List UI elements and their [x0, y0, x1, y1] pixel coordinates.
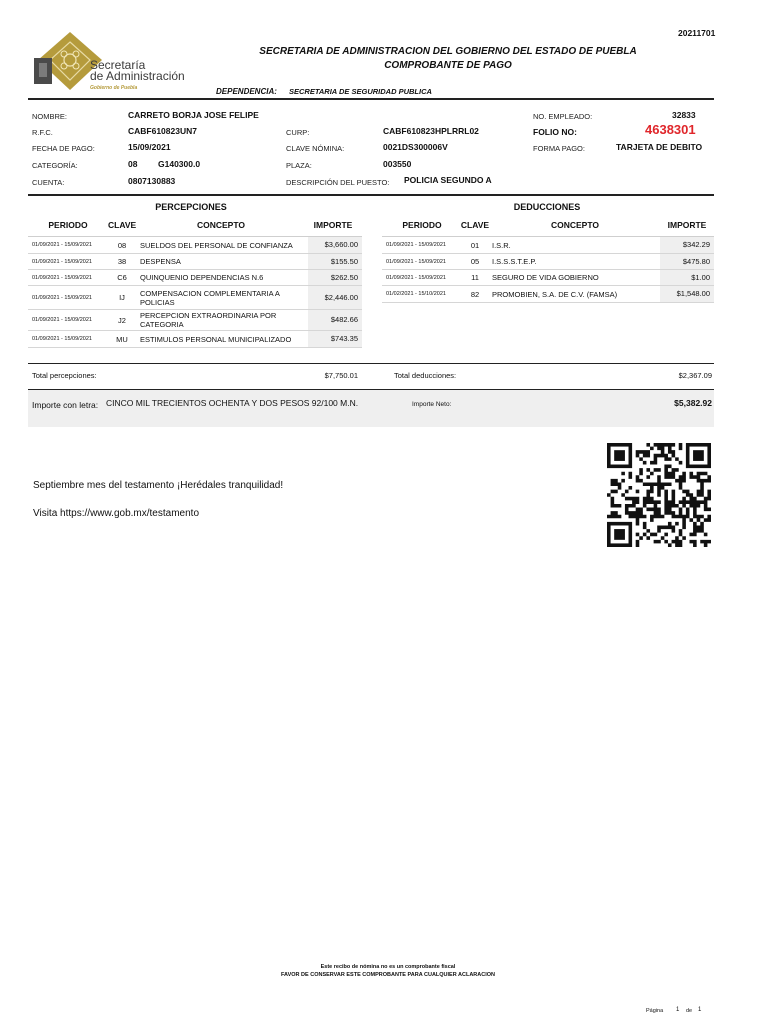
- forma-pago-value: TARJETA DE DEBITO: [616, 142, 703, 152]
- page-label: Página: [646, 1008, 664, 1014]
- row-concepto: PERCEPCION EXTRAORDINARIA POR CATEGORIA: [140, 311, 277, 329]
- deducciones-header-periodo: PERIODO: [402, 220, 442, 230]
- table-row: [28, 270, 362, 286]
- row-importe: $482.66: [308, 310, 362, 330]
- page-number: 1: [676, 1007, 680, 1013]
- row-importe: $1.00: [660, 270, 714, 285]
- row-clave: J2: [118, 315, 126, 325]
- fecha-pago-value: 15/09/2021: [128, 142, 171, 152]
- fecha-pago-label: FECHA DE PAGO:: [32, 144, 95, 153]
- row-periodo: 01/09/2021 - 15/09/2021: [386, 274, 446, 281]
- row-concepto: SUELDOS DEL PERSONAL DE CONFIANZA: [140, 240, 293, 250]
- dependencia-label: DEPENDENCIA:: [216, 87, 277, 96]
- page-total: 1: [698, 1007, 702, 1013]
- importe-neto-label: Importe Neto:: [412, 401, 452, 408]
- categoria-num: 08: [128, 159, 138, 169]
- document-number: 20211701: [678, 28, 716, 38]
- plaza-value: 003550: [383, 159, 412, 169]
- logo-line1: Secretaría: [90, 58, 146, 72]
- deducciones-title: DEDUCCIONES: [513, 202, 581, 212]
- row-concepto: DESPENSA: [140, 257, 181, 266]
- row-importe: $262.50: [308, 270, 362, 285]
- row-clave: 01: [470, 240, 480, 250]
- row-importe: $1,548.00: [660, 286, 714, 302]
- row-concepto: I.S.S.S.T.E.P.: [492, 257, 537, 266]
- row-periodo: 01/09/2021 - 15/09/2021: [32, 336, 92, 342]
- row-periodo: 01/09/2021 - 15/09/2021: [32, 317, 92, 323]
- percepciones-title: PERCEPCIONES: [155, 202, 227, 212]
- footer-notice: Este recibo de nómina no es un comprobante fiscal: [320, 964, 456, 970]
- percepciones-header-concepto: CONCEPTO: [196, 220, 246, 230]
- cuenta-label: CUENTA:: [32, 178, 65, 187]
- table-row: [382, 254, 714, 270]
- row-clave: C6: [117, 273, 127, 282]
- rfc-label: R.F.C.: [32, 128, 53, 137]
- table-row: [28, 310, 362, 331]
- row-concepto: I.S.R.: [492, 240, 511, 250]
- testamento-message: Septiembre mes del testamento ¡Herédales tranquilidad!: [33, 480, 284, 491]
- row-clave: 05: [470, 257, 480, 266]
- document-title: SECRETARIA DE ADMINISTRACION DEL GOBIERNO DEL ESTADO DE PUEBLA: [259, 46, 637, 57]
- clave-nomina-label: CLAVE NÓMINA:: [286, 144, 345, 153]
- header-divider: [28, 98, 714, 100]
- row-clave: 11: [471, 273, 479, 282]
- categoria-code: G140300.0: [158, 159, 201, 169]
- cuenta-value: 0807130883: [128, 176, 176, 186]
- nombre-label: NOMBRE:: [32, 112, 68, 121]
- curp-label: CURP:: [286, 128, 310, 137]
- row-concepto: COMPENSACION COMPLEMENTARIA A POLICIAS: [140, 288, 280, 307]
- row-clave: 82: [470, 289, 480, 299]
- table-row: [28, 331, 362, 348]
- logo-line3: Gobierno de Puebla: [90, 85, 138, 91]
- row-periodo: 01/09/2021 - 15/09/2021: [32, 242, 92, 248]
- puesto-value: POLICIA SEGUNDO A: [404, 175, 492, 185]
- clave-nomina-value: 0021DS300006V: [383, 142, 448, 152]
- deducciones-header-importe: IMPORTE: [667, 220, 707, 230]
- folio-value: 4638301: [645, 122, 696, 137]
- qr-code-icon: [607, 442, 711, 548]
- row-periodo: 01/09/2021 - 15/09/2021: [386, 242, 446, 248]
- table-row: [382, 270, 714, 286]
- total-deducciones-value: $2,367.09: [678, 371, 712, 380]
- row-periodo: 01/02/2021 - 15/10/2021: [386, 291, 446, 297]
- document-subtitle: COMPROBANTE DE PAGO: [384, 60, 512, 71]
- no-empleado-value: 32833: [672, 110, 696, 120]
- categoria-label: CATEGORÍA:: [32, 161, 78, 170]
- logo-line2: de Administración: [90, 69, 185, 83]
- footer-instruction: FAVOR DE CONSERVAR ESTE COMPROBANTE PARA CUALQUIER ACLARACION: [280, 972, 495, 978]
- totals-top-line: [28, 363, 714, 364]
- total-percepciones-value: $7,750.01: [324, 371, 358, 380]
- row-importe: $342.29: [660, 237, 714, 253]
- deducciones-header-concepto: CONCEPTO: [550, 220, 600, 230]
- row-clave: 38: [117, 257, 127, 266]
- table-row: [382, 286, 714, 303]
- puesto-label: DESCRIPCIÓN DEL PUESTO:: [286, 178, 390, 187]
- total-deducciones-label: Total deducciones:: [394, 371, 457, 380]
- table-row: [28, 286, 362, 310]
- row-importe: $2,446.00: [308, 286, 362, 309]
- table-row: [28, 254, 362, 270]
- deducciones-header-clave: CLAVE: [460, 220, 490, 230]
- no-empleado-label: NO. EMPLEADO:: [533, 112, 593, 121]
- logo-text: [90, 60, 185, 82]
- dependencia-value: SECRETARIA DE SEGURIDAD PUBLICA: [289, 87, 432, 96]
- row-concepto: PROMOBIEN, S.A. DE C.V. (FAMSA): [492, 289, 618, 299]
- importe-letra-value: CINCO MIL TRECIENTOS OCHENTA Y DOS PESOS 92/100 M.N.: [106, 398, 359, 408]
- info-divider: [28, 194, 714, 196]
- row-clave: 08: [117, 240, 127, 250]
- row-periodo: 01/09/2021 - 15/09/2021: [32, 294, 92, 301]
- importe-letra-box: [28, 390, 714, 427]
- importe-letra-label: Importe con letra:: [32, 400, 99, 410]
- folio-label: FOLIO NO:: [533, 127, 577, 137]
- plaza-label: PLAZA:: [286, 161, 312, 170]
- row-importe: $3,660.00: [308, 237, 362, 253]
- row-periodo: 01/09/2021 - 15/09/2021: [32, 274, 92, 281]
- row-clave: MU: [116, 334, 128, 344]
- row-concepto: ESTIMULOS PERSONAL MUNICIPALIZADO: [140, 334, 292, 344]
- importe-neto-value: $5,382.92: [674, 398, 712, 408]
- rfc-value: CABF610823UN7: [128, 126, 197, 136]
- percepciones-header-clave: CLAVE: [108, 220, 137, 230]
- table-row: [28, 237, 362, 254]
- table-row: [382, 237, 714, 254]
- percepciones-header-periodo: PERIODO: [48, 220, 88, 230]
- row-periodo: 01/09/2021 - 15/09/2021: [386, 258, 446, 265]
- row-periodo: 01/09/2021 - 15/09/2021: [32, 258, 92, 265]
- row-concepto: SEGURO DE VIDA GOBIERNO: [492, 273, 599, 282]
- curp-value: CABF610823HPLRRL02: [383, 126, 479, 136]
- row-clave: IJ: [119, 293, 125, 302]
- testamento-link[interactable]: Visita https://www.gob.mx/testamento: [33, 508, 200, 519]
- percepciones-header-importe: IMPORTE: [313, 220, 353, 230]
- page-of-label: de: [686, 1008, 693, 1014]
- row-importe: $475.80: [660, 254, 714, 269]
- row-concepto: QUINQUENIO DEPENDENCIAS N.6: [140, 273, 264, 282]
- forma-pago-label: FORMA PAGO:: [533, 144, 585, 153]
- row-importe: $743.35: [308, 331, 362, 347]
- total-percepciones-label: Total percepciones:: [32, 371, 97, 380]
- row-importe: $155.50: [308, 254, 362, 269]
- nombre-value: CARRETO BORJA JOSE FELIPE: [128, 110, 259, 120]
